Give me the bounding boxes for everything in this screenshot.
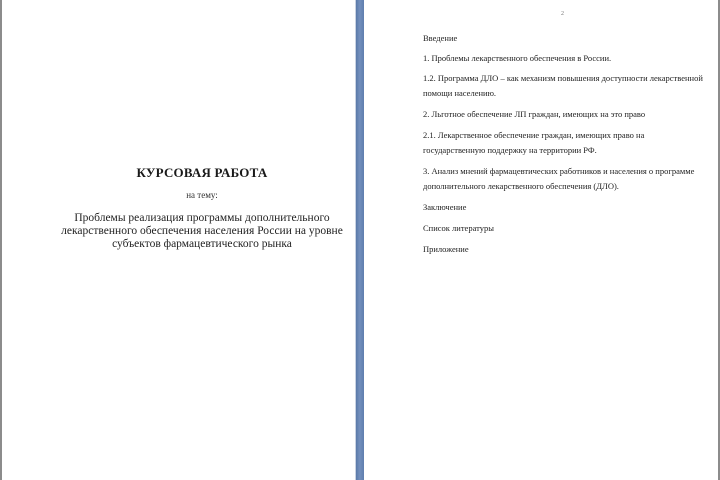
title-block <box>52 165 352 251</box>
page-gutter <box>356 0 364 480</box>
toc-item-conclusion: Заключение <box>423 202 467 212</box>
toc-line: государственную поддержку на территории РФ. <box>423 145 597 155</box>
page-1 <box>2 0 356 480</box>
document-subtitle: на тему: <box>186 190 218 200</box>
toc-line: 1.2. Программа ДЛО – как механизм повышения доступности лекарственной <box>423 73 703 83</box>
toc-item-appendix: Приложение <box>423 244 469 254</box>
toc-item-references: Список литературы <box>423 223 494 233</box>
toc-line: помощи населению. <box>423 88 497 98</box>
topic-line: Проблемы реализация программы дополнительного <box>74 212 330 224</box>
page-number: 2 <box>561 11 564 17</box>
toc-line: дополнительного лекарственного обеспечения (ДЛО). <box>423 181 619 191</box>
toc-item-introduction: Введение <box>423 33 458 43</box>
toc-item-1: 1. Проблемы лекарственного обеспечения в России. <box>423 53 612 63</box>
toc-item-3 <box>423 164 713 194</box>
topic-line: субъектов фармацевтического рынка <box>112 238 292 250</box>
toc-line: 2.1. Лекарственное обеспечение граждан, имеющих право на <box>423 130 645 140</box>
toc-item-2: 2. Льготное обеспечение ЛП граждан, имеющих на это право <box>423 109 646 119</box>
table-of-contents <box>423 31 713 257</box>
document-topic <box>52 212 352 251</box>
toc-item-2-1 <box>423 128 713 158</box>
toc-line: 3. Анализ мнений фармацевтических работников и населения о программе <box>423 166 695 176</box>
document-title: КУРСОВАЯ РАБОТА <box>136 165 268 180</box>
topic-line: лекарственного обеспечения населения России на уровне <box>61 225 343 237</box>
toc-item-1-2 <box>423 71 713 101</box>
